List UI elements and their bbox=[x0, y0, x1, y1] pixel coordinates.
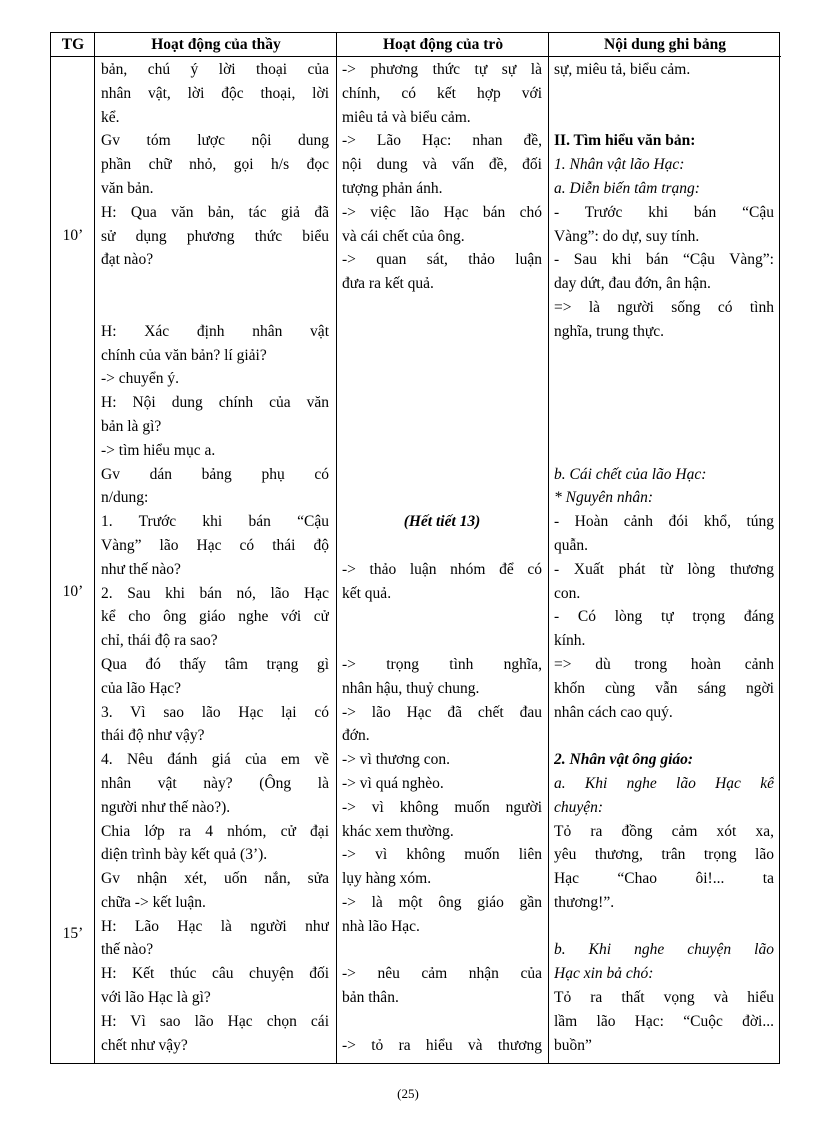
text-line: đưa ra kết quả. bbox=[342, 275, 434, 293]
text-line: Tỏ ra thất vọng và hiểu bbox=[554, 989, 774, 1007]
text-line bbox=[342, 367, 542, 391]
text-line: H: Nội dung chính của văn bbox=[101, 394, 329, 412]
text-line bbox=[554, 82, 774, 106]
text-line: chính của văn bản? lí giải? bbox=[101, 346, 267, 364]
text-line: người như thế nào?). bbox=[101, 798, 231, 816]
text-line: - Xuất phát từ lòng thương bbox=[554, 560, 774, 578]
text-line: * Nguyên nhân: bbox=[554, 489, 654, 507]
text-line: Vàng”: do dự, suy tính. bbox=[554, 227, 700, 245]
text-line: H: Kết thúc câu chuyện đối bbox=[101, 965, 329, 983]
text-line: chữa -> kết luận. bbox=[101, 893, 206, 911]
text-line: lầm lão Hạc: “Cuộc đời... bbox=[554, 1012, 774, 1030]
text-line bbox=[342, 439, 542, 463]
text-line: sự, miêu tả, biểu cảm. bbox=[554, 61, 691, 78]
text-line: -> vì không muốn người bbox=[342, 798, 542, 816]
time-cell: 10’ bbox=[62, 227, 84, 244]
text-line: Gv nhận xét, uốn nắn, sửa bbox=[101, 870, 329, 888]
text-line bbox=[101, 272, 329, 296]
text-line: => là người sống có tình bbox=[554, 298, 774, 316]
text-line: nhân cách cao quý. bbox=[554, 703, 673, 721]
text-line: tượng phản ánh. bbox=[342, 179, 443, 197]
text-line bbox=[554, 439, 774, 463]
text-line: -> vì không muốn liên bbox=[342, 846, 542, 864]
text-line: Hạc xin bả chó: bbox=[554, 965, 654, 983]
text-line: -> lão Hạc đã chết đau bbox=[342, 703, 542, 721]
time-cell: 15’ bbox=[62, 925, 84, 942]
text-line: bản, chú ý lời thoại của bbox=[101, 61, 329, 78]
text-line: a. Diễn biến tâm trạng: bbox=[554, 179, 700, 197]
text-line: của lão Hạc? bbox=[101, 679, 182, 697]
text-line: => dù trong hoàn cảnh bbox=[554, 655, 774, 673]
text-line bbox=[342, 486, 542, 510]
text-line: a. Khi nghe lão Hạc kể bbox=[554, 774, 774, 792]
text-line bbox=[342, 534, 542, 558]
text-line: chỉ, thái độ ra sao? bbox=[101, 632, 218, 650]
text-line: H: Lão Hạc là người như bbox=[101, 917, 329, 935]
text-line: và cái chết của ông. bbox=[342, 227, 465, 245]
text-line: - Hoàn cảnh đói khổ, túng bbox=[554, 513, 774, 531]
text-line: chính, có kết hợp với bbox=[342, 84, 542, 102]
text-line bbox=[554, 367, 774, 391]
text-line bbox=[101, 296, 329, 320]
text-line: H: Xác định nhân vật bbox=[101, 322, 329, 340]
text-line: II. Tìm hiểu văn bản: bbox=[554, 132, 696, 150]
page-number: (25) bbox=[397, 1086, 419, 1101]
text-line: H: Qua văn bản, tác giả đã bbox=[101, 203, 329, 221]
text-line: khác xem thường. bbox=[342, 822, 454, 840]
text-line bbox=[342, 938, 542, 962]
text-line: 3. Vì sao lão Hạc lại có bbox=[101, 703, 329, 721]
header-notes: Nội dung ghi bảng bbox=[549, 33, 781, 57]
text-line: Hạc “Chao ôi!... ta bbox=[554, 870, 774, 888]
text-line: kể cho ông giáo nghe với cử bbox=[101, 608, 329, 626]
text-line bbox=[554, 106, 774, 130]
text-line bbox=[342, 629, 542, 653]
text-line: Tỏ ra đồng cảm xót xa, bbox=[554, 822, 774, 840]
text-line: chuyện: bbox=[554, 798, 604, 816]
text-line: như thế nào? bbox=[101, 560, 181, 578]
text-line: chết như vậy? bbox=[101, 1036, 188, 1054]
text-line: -> Lão Hạc: nhan đề, bbox=[342, 132, 542, 150]
text-line: - Có lòng tự trọng đáng bbox=[554, 608, 774, 626]
text-line: phần chữ nhỏ, gọi h/s đọc bbox=[101, 156, 329, 174]
text-line: văn bản. bbox=[101, 179, 154, 197]
text-line: thế nào? bbox=[101, 941, 154, 959]
text-line: H: Vì sao lão Hạc chọn cái bbox=[101, 1012, 329, 1030]
text-line: n/dung: bbox=[101, 489, 149, 507]
text-line: -> phương thức tự sự là bbox=[342, 61, 542, 78]
text-line: diện trình bày kết quả (3’). bbox=[101, 846, 268, 864]
text-line: kết quả. bbox=[342, 584, 392, 602]
text-line bbox=[342, 391, 542, 415]
text-line: (Hết tiết 13) bbox=[403, 513, 481, 531]
text-line: kính. bbox=[554, 632, 586, 650]
text-line: bản thân. bbox=[342, 989, 399, 1007]
text-line: -> việc lão Hạc bán chó bbox=[342, 203, 542, 221]
text-line bbox=[342, 605, 542, 629]
text-line: -> chuyển ý. bbox=[101, 370, 180, 388]
text-line: -> tỏ ra hiểu và thương bbox=[342, 1036, 542, 1054]
text-line: buồn” bbox=[554, 1036, 592, 1054]
text-line: nhân hậu, thuỷ chung. bbox=[342, 679, 480, 697]
text-line: -> thảo luận nhóm để có bbox=[342, 560, 542, 578]
text-line: -> quan sát, thảo luận bbox=[342, 251, 542, 269]
text-line: kể. bbox=[101, 108, 120, 126]
header-teacher: Hoạt động của thầy bbox=[95, 33, 337, 57]
text-line bbox=[342, 296, 542, 320]
text-line: Vàng” lão Hạc có thái độ bbox=[101, 536, 329, 554]
text-line: sử dụng phương thức biểu bbox=[101, 227, 329, 245]
text-line: - Trước khi bán “Cậu bbox=[554, 203, 774, 221]
text-line bbox=[554, 724, 774, 748]
text-line: Gv tóm lược nội dung bbox=[101, 132, 329, 150]
column-divider bbox=[94, 33, 95, 1063]
time-cell: 10’ bbox=[62, 583, 84, 600]
text-line: nhà lão Hạc. bbox=[342, 917, 420, 935]
text-line: - Sau khi bán “Cậu Vàng”: bbox=[554, 251, 774, 269]
text-line: -> nêu cảm nhận của bbox=[342, 965, 542, 983]
text-line: nội dung và vấn đề, đối bbox=[342, 156, 542, 174]
text-line: day dứt, đau đớn, ân hận. bbox=[554, 275, 711, 293]
text-line bbox=[554, 344, 774, 368]
header-student: Hoạt động của trò bbox=[337, 33, 549, 57]
text-line: -> là một ông giáo gần bbox=[342, 893, 542, 911]
text-line: đớn. bbox=[342, 727, 370, 745]
board-notes-column bbox=[554, 58, 774, 1057]
text-line: đạt nào? bbox=[101, 251, 154, 269]
text-line bbox=[342, 344, 542, 368]
column-divider bbox=[336, 33, 337, 1063]
text-line: nghĩa, trung thực. bbox=[554, 322, 664, 340]
text-line: Gv dán bảng phụ có bbox=[101, 465, 329, 483]
text-line: -> tìm hiểu mục a. bbox=[101, 441, 216, 459]
text-line bbox=[342, 1010, 542, 1034]
text-line: với lão Hạc là gì? bbox=[101, 989, 211, 1007]
lesson-table bbox=[50, 32, 780, 1064]
student-activity-column bbox=[342, 58, 542, 1057]
text-line: -> trọng tình nghĩa, bbox=[342, 655, 542, 673]
text-line: b. Cái chết của lão Hạc: bbox=[554, 465, 707, 483]
text-line bbox=[342, 415, 542, 439]
text-line bbox=[554, 915, 774, 939]
text-line: thương!”. bbox=[554, 893, 615, 911]
text-line: Chia lớp ra 4 nhóm, cử đại bbox=[101, 822, 329, 840]
column-divider bbox=[548, 33, 549, 1063]
text-line: 1. Trước khi bán “Cậu bbox=[101, 513, 329, 531]
text-line: Qua đó thấy tâm trạng gì bbox=[101, 655, 329, 673]
teacher-activity-column bbox=[101, 58, 329, 1057]
text-line: nhân vật này? (Ông là bbox=[101, 774, 329, 792]
text-line: nhân vật, lời độc thoại, lời bbox=[101, 84, 329, 102]
text-line bbox=[554, 391, 774, 415]
text-line: yêu thương, trân trọng lão bbox=[554, 846, 774, 864]
text-line bbox=[554, 415, 774, 439]
text-line: lụy hàng xóm. bbox=[342, 870, 432, 888]
text-line: quẫn. bbox=[554, 536, 589, 554]
text-line: bản là gì? bbox=[101, 417, 162, 435]
text-line: khốn cùng vẫn sáng ngời bbox=[554, 679, 774, 697]
text-line bbox=[342, 463, 542, 487]
text-line: -> vì quá nghèo. bbox=[342, 774, 444, 792]
text-line: con. bbox=[554, 584, 581, 602]
header-tg: TG bbox=[51, 33, 95, 57]
text-line bbox=[342, 320, 542, 344]
text-line: miêu tả và biểu cảm. bbox=[342, 108, 471, 126]
text-line: 4. Nêu đánh giá của em về bbox=[101, 751, 329, 769]
text-line: b. Khi nghe chuyện lão bbox=[554, 941, 774, 959]
text-line: -> vì thương con. bbox=[342, 751, 450, 769]
text-line: 2. Nhân vật ông giáo: bbox=[554, 751, 694, 769]
text-line: thái độ như vậy? bbox=[101, 727, 205, 745]
text-line: 1. Nhân vật lão Hạc: bbox=[554, 156, 685, 174]
text-line: 2. Sau khi bán nó, lão Hạc bbox=[101, 584, 329, 602]
